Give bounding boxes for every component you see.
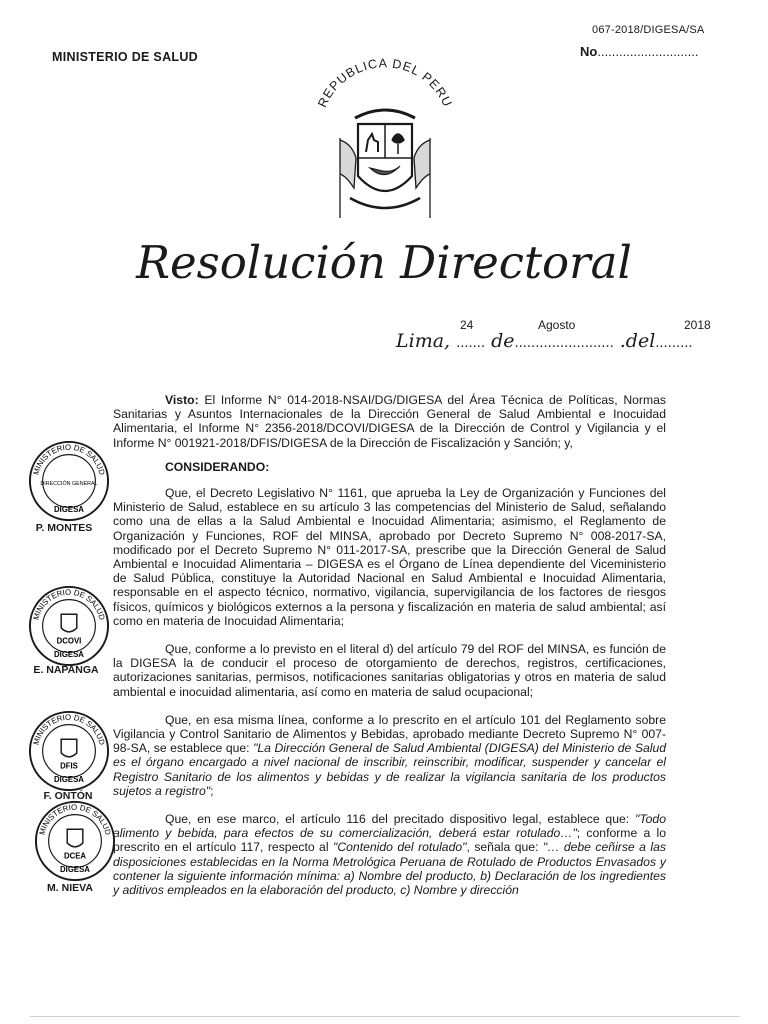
date-month: Agosto (538, 318, 576, 332)
svg-text:MINISTERIO DE SALUD: MINISTERIO DE SALUD (37, 802, 113, 836)
stamp-name-montes: P. MONTES (35, 522, 93, 534)
visto-paragraph (113, 393, 666, 450)
visto-label: Visto: (165, 393, 199, 407)
svg-text:DIGESA: DIGESA (60, 865, 90, 875)
date-year: 2018 (684, 318, 711, 332)
paragraph-4-quote-2: "Contenido del rotulado" (333, 840, 467, 855)
paragraph-3 (113, 713, 666, 798)
ministry-name: MINISTERIO DE SALUD (52, 50, 198, 64)
date-dots-day: ....... (456, 336, 486, 351)
stamp-name-napanga: E. NAPANGA (33, 664, 99, 676)
date-day: 24 (460, 318, 474, 332)
paragraph-4-text-a: Que, en ese marco, el artículo 116 del precitado dispositivo legal, establece que: (165, 812, 635, 827)
paragraph-4-quote-1: "Todo alimento y bebida, para efectos de su comercialización, deberá estar rotulado…" (113, 812, 666, 841)
paragraph-4-quote-3: "… debe ceñirse a las disposiciones establecidas en la Norma Metrológica Peruana de Rotulado de Productos Envasados y contener la siguiente información mínima: a) Nombre del producto, b) Declaración de los ingredientes y aditivos empleados en la elaboración del producto, c) Nombre y dirección (113, 840, 666, 898)
date-del-label: .del (619, 330, 656, 352)
svg-text:DIGESA: DIGESA (54, 775, 84, 785)
seal-stamp-onton (28, 710, 110, 792)
svg-text:DIGESA: DIGESA (54, 505, 84, 515)
visto-text: El Informe N° 014-2018-NSAI/DG/DIGESA del Área Técnica de Políticas, Normas Sanitarias y Asuntos Internacionales de la Dirección General de Salud Ambiental e Inocuidad Alimentaria, el Informe N° 2356-2018/DCOVI/DIGESA de la Dirección de Control y Vigilancia y el Informe N° 001921-2018/DFIS/DIGESA de la Dirección de Fiscalización y Sanción; y, (113, 393, 666, 450)
resolution-number-line (580, 44, 698, 59)
reference-code: 067-2018/DIGESA/SA (592, 24, 705, 36)
paragraph-2: Que, conforme a lo previsto en el literal d) del artículo 79 del ROF del MINSA, es función de la DIGESA la de conducir el proceso de otorgamiento de derechos, registros, certificaciones, autorizaciones sanitarias, permisos, notificaciones sanitarias obligatorias y otros en materia de salud ambiental e inocuidad alimentaria, así como en materia de salud ocupacional; (113, 642, 666, 699)
considerando-heading: CONSIDERANDO: (165, 459, 270, 474)
date-line (396, 330, 693, 352)
svg-text:MINISTERIO DE SALUD: MINISTERIO DE SALUD (31, 712, 107, 746)
svg-text:DIGESA: DIGESA (54, 650, 84, 660)
date-dots-month: ........................ (514, 336, 614, 351)
date-de-label: de (491, 330, 515, 352)
seal-stamp-nieva (34, 800, 116, 882)
paragraph-4-text-c: , señala que: (466, 840, 543, 855)
paragraph-3-end: ; (210, 783, 214, 798)
date-dots-year: ......... (655, 336, 693, 351)
number-label: No (580, 44, 598, 59)
svg-text:DCEA: DCEA (63, 851, 87, 861)
paragraph-3-text: Que, en esa misma línea, conforme a lo prescrito en el artículo 101 del Reglamento sobre Vigilancia y Control Sanitario de Alimentos y Bebidas, aprobado mediante Decreto Supremo N° 007-98-SA, se establece que: (113, 712, 666, 756)
document-title: Resolución Directoral (136, 236, 632, 289)
svg-text:MINISTERIO DE SALUD: MINISTERIO DE SALUD (31, 442, 107, 476)
paragraph-1: Que, el Decreto Legislativo N° 1161, que aprueba la Ley de Organización y Funciones del Ministerio de Salud, establece en su artículo 3 las competencias del Ministerio de Salud, señalando como una de ellas a la Salud Ambiental e Inocuidad Alimentaria; asimismo, el Reglamento de Organización y Funciones, ROF del MINSA, aprobado por Decreto Supremo N° 008-2017-SA, modificado por el Decreto Supremo N° 011-2017-SA, prescribe que la Dirección General de Salud Ambiental e Inocuidad Alimentaria – DIGESA es el Órgano de Línea dependiente del Viceministerio de Salud Pública, constituye la Autoridad Nacional en Salud Ambiental e Inocuidad Alimentaria, responsable en el aspecto técnico, normativo, vigilancia, supervigilancia de los factores de riesgos físicos, químicos y biológicos externos a la persona y fiscalización en materia de salud ambiental; así como en materia de Inocuidad Alimentaria; (113, 486, 666, 628)
document-body (113, 393, 666, 897)
emblem-text: REPUBLICA DEL PERU (315, 58, 455, 110)
date-place-label: Lima, (396, 330, 451, 352)
seal-stamp-napanga (28, 585, 110, 667)
stamp-name-nieva: M. NIEVA (47, 882, 93, 894)
svg-text:MINISTERIO DE SALUD: MINISTERIO DE SALUD (31, 587, 107, 621)
number-dots: ............................ (597, 44, 699, 59)
paragraph-4-text-b: ; conforme a lo prescrito en el artículo 117, respecto al (113, 826, 666, 855)
svg-text:DFIS: DFIS (60, 761, 78, 771)
svg-text:DIRECCIÓN GENERAL: DIRECCIÓN GENERAL (40, 480, 98, 487)
stamp-name-onton: F. ONTÓN (43, 790, 93, 802)
page-bottom-divider (30, 1016, 740, 1017)
paragraph-3-quote: "La Dirección General de Salud Ambiental (DIGESA) del Ministerio de Salud es el órgano encargado a nivel nacional de inscribir, reinscribir, modificar, suspender y cancelar el Registro Sanitario de los alimentos y bebidas y de realizar la vigilancia sanitaria de los productos sujetos a registro" (113, 741, 666, 798)
paragraph-4 (113, 812, 666, 897)
seal-stamp-montes (28, 440, 110, 522)
svg-text:DCOVI: DCOVI (56, 636, 82, 646)
peru-coat-of-arms-emblem (300, 58, 470, 228)
svg-text:REPUBLICA DEL PERU (315, 58, 455, 110)
